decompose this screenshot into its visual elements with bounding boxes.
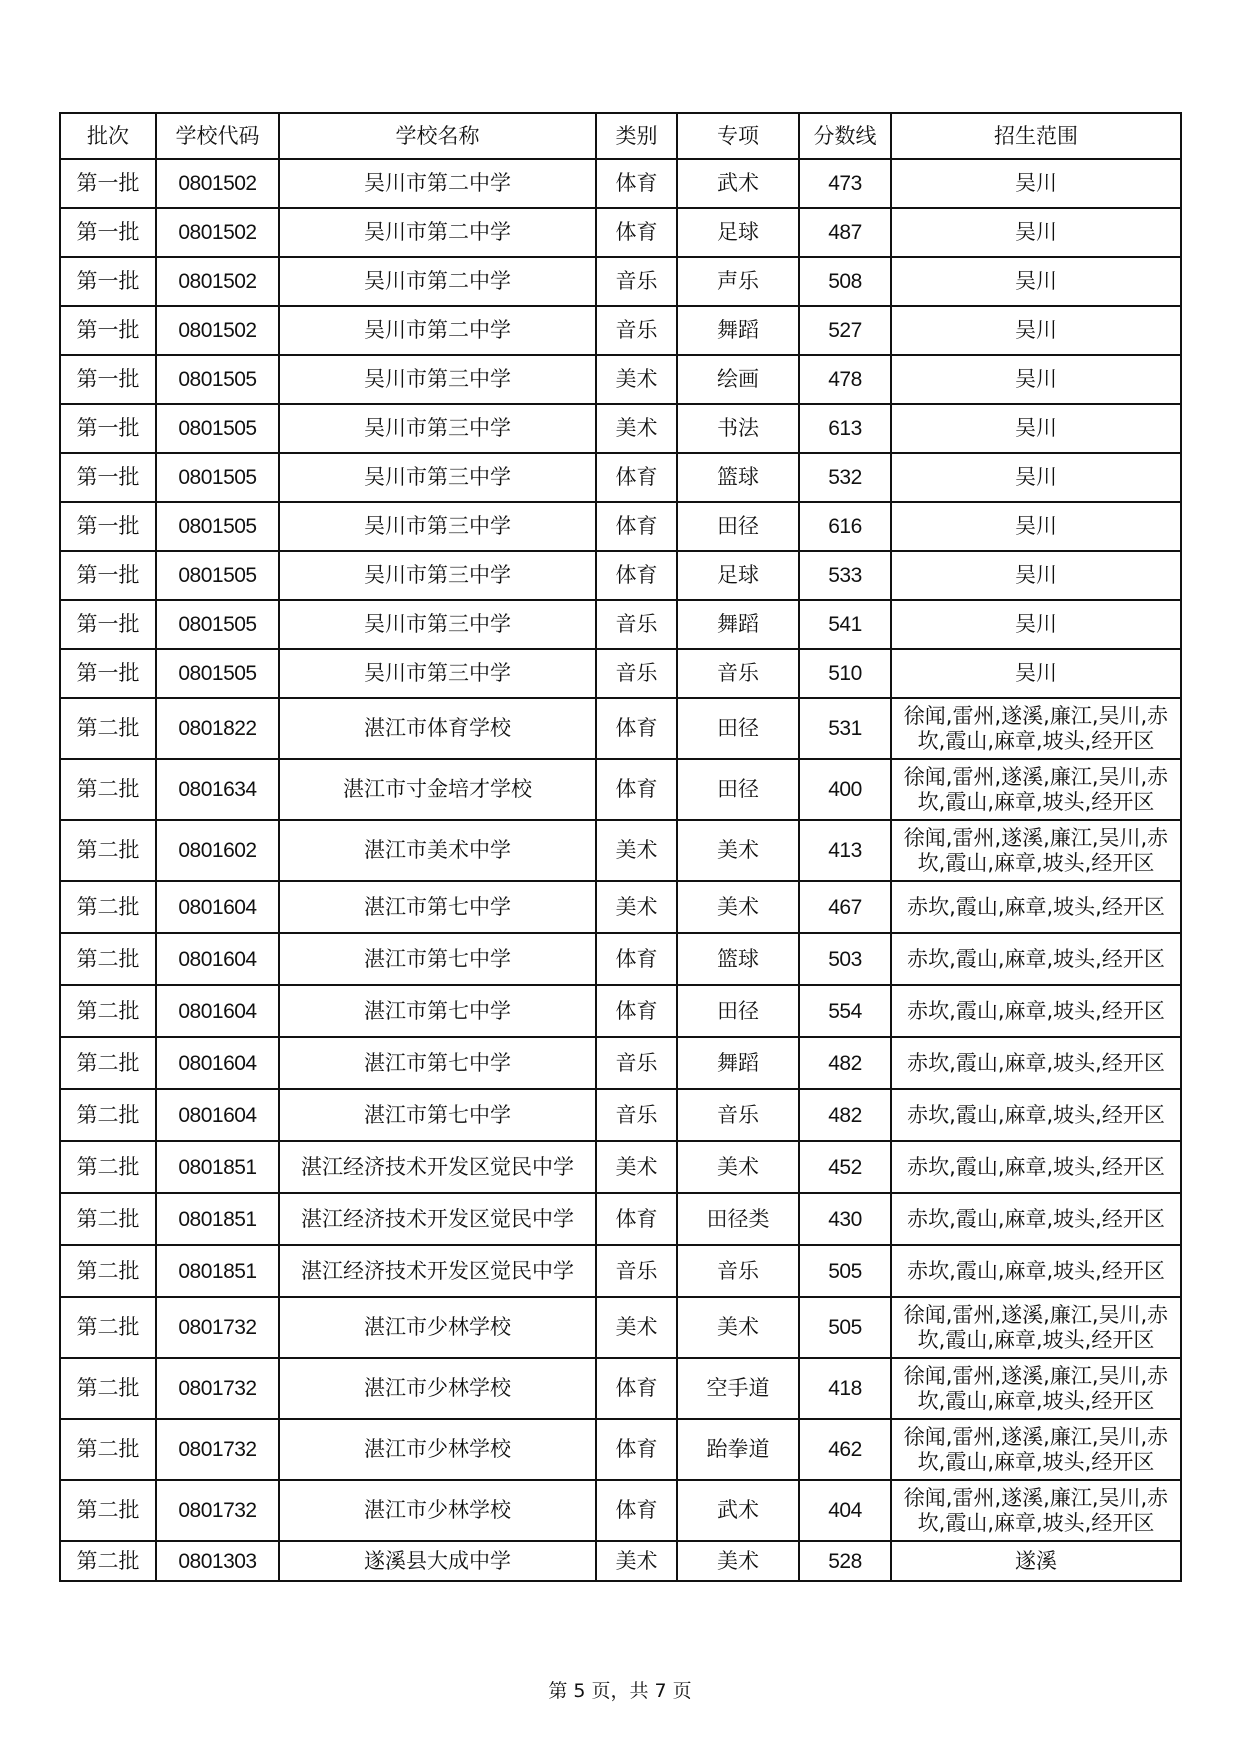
cell-school-name: 吴川市第二中学	[279, 257, 596, 306]
cell-school-code: 0801505	[156, 404, 279, 453]
cell-specialty: 美术	[677, 820, 799, 881]
cell-category: 体育	[596, 1480, 677, 1541]
cell-category: 美术	[596, 1297, 677, 1358]
cell-scope: 吴川	[891, 453, 1181, 502]
cell-category: 体育	[596, 1193, 677, 1245]
cell-batch: 第二批	[60, 933, 156, 985]
cell-specialty: 田径	[677, 698, 799, 759]
table-row	[60, 600, 1181, 649]
cell-category: 体育	[596, 159, 677, 208]
table-row	[60, 502, 1181, 551]
cell-score: 508	[799, 257, 891, 306]
cell-category: 音乐	[596, 306, 677, 355]
cell-scope: 徐闻,雷州,遂溪,廉江,吴川,赤坎,霞山,麻章,坡头,经开区	[891, 1480, 1181, 1541]
cell-school-code: 0801505	[156, 355, 279, 404]
cell-category: 音乐	[596, 649, 677, 698]
cell-scope: 吴川	[891, 159, 1181, 208]
cell-school-name: 吴川市第三中学	[279, 551, 596, 600]
cell-score: 616	[799, 502, 891, 551]
table-row	[60, 1193, 1181, 1245]
cell-specialty: 声乐	[677, 257, 799, 306]
cell-scope: 吴川	[891, 502, 1181, 551]
header-scope: 招生范围	[891, 113, 1181, 159]
cell-school-code: 0801602	[156, 820, 279, 881]
cell-score: 487	[799, 208, 891, 257]
cell-school-name: 吴川市第三中学	[279, 600, 596, 649]
cell-school-code: 0801732	[156, 1480, 279, 1541]
table-row	[60, 257, 1181, 306]
header-school-name: 学校名称	[279, 113, 596, 159]
cell-scope: 赤坎,霞山,麻章,坡头,经开区	[891, 1037, 1181, 1089]
cell-batch: 第一批	[60, 502, 156, 551]
cell-batch: 第二批	[60, 1245, 156, 1297]
table-row	[60, 759, 1181, 820]
cell-specialty: 音乐	[677, 649, 799, 698]
cell-batch: 第二批	[60, 1480, 156, 1541]
cell-batch: 第二批	[60, 1193, 156, 1245]
cell-school-code: 0801502	[156, 159, 279, 208]
cell-specialty: 空手道	[677, 1358, 799, 1419]
cell-specialty: 美术	[677, 1541, 799, 1581]
cell-batch: 第一批	[60, 355, 156, 404]
admission-score-table	[59, 112, 1182, 1582]
cell-batch: 第二批	[60, 1141, 156, 1193]
cell-batch: 第一批	[60, 600, 156, 649]
cell-school-name: 湛江经济技术开发区觉民中学	[279, 1193, 596, 1245]
cell-specialty: 舞蹈	[677, 306, 799, 355]
cell-scope: 徐闻,雷州,遂溪,廉江,吴川,赤坎,霞山,麻章,坡头,经开区	[891, 759, 1181, 820]
cell-batch: 第二批	[60, 1419, 156, 1480]
cell-scope: 赤坎,霞山,麻章,坡头,经开区	[891, 1141, 1181, 1193]
cell-batch: 第一批	[60, 453, 156, 502]
cell-category: 音乐	[596, 1245, 677, 1297]
cell-scope: 吴川	[891, 355, 1181, 404]
cell-scope: 赤坎,霞山,麻章,坡头,经开区	[891, 1193, 1181, 1245]
cell-category: 音乐	[596, 1089, 677, 1141]
cell-scope: 吴川	[891, 208, 1181, 257]
cell-batch: 第二批	[60, 759, 156, 820]
cell-scope: 赤坎,霞山,麻章,坡头,经开区	[891, 985, 1181, 1037]
cell-score: 478	[799, 355, 891, 404]
cell-specialty: 舞蹈	[677, 1037, 799, 1089]
cell-category: 体育	[596, 759, 677, 820]
cell-score: 527	[799, 306, 891, 355]
cell-score: 400	[799, 759, 891, 820]
cell-school-code: 0801604	[156, 985, 279, 1037]
cell-specialty: 篮球	[677, 453, 799, 502]
cell-scope: 吴川	[891, 306, 1181, 355]
cell-school-code: 0801732	[156, 1297, 279, 1358]
cell-category: 体育	[596, 208, 677, 257]
cell-school-code: 0801505	[156, 649, 279, 698]
cell-school-code: 0801505	[156, 551, 279, 600]
cell-score: 482	[799, 1037, 891, 1089]
cell-score: 418	[799, 1358, 891, 1419]
table-row	[60, 1089, 1181, 1141]
cell-score: 505	[799, 1297, 891, 1358]
cell-scope: 赤坎,霞山,麻章,坡头,经开区	[891, 881, 1181, 933]
cell-specialty: 书法	[677, 404, 799, 453]
header-batch: 批次	[60, 113, 156, 159]
cell-school-name: 吴川市第二中学	[279, 208, 596, 257]
table-row	[60, 820, 1181, 881]
cell-school-code: 0801732	[156, 1419, 279, 1480]
cell-school-code: 0801604	[156, 933, 279, 985]
cell-batch: 第一批	[60, 404, 156, 453]
cell-school-code: 0801604	[156, 1037, 279, 1089]
cell-category: 音乐	[596, 257, 677, 306]
cell-school-name: 吴川市第三中学	[279, 453, 596, 502]
cell-category: 美术	[596, 881, 677, 933]
table-row	[60, 1541, 1181, 1581]
cell-school-name: 湛江市第七中学	[279, 881, 596, 933]
cell-category: 体育	[596, 698, 677, 759]
cell-category: 音乐	[596, 600, 677, 649]
cell-category: 体育	[596, 933, 677, 985]
cell-specialty: 音乐	[677, 1089, 799, 1141]
table-row	[60, 208, 1181, 257]
table-row	[60, 698, 1181, 759]
cell-specialty: 美术	[677, 881, 799, 933]
cell-specialty: 足球	[677, 551, 799, 600]
cell-score: 528	[799, 1541, 891, 1581]
page-number: 第 5 页，共 7 页	[548, 1680, 692, 1702]
cell-score: 404	[799, 1480, 891, 1541]
cell-batch: 第二批	[60, 820, 156, 881]
cell-category: 美术	[596, 1541, 677, 1581]
cell-batch: 第一批	[60, 159, 156, 208]
cell-school-name: 湛江市寸金培才学校	[279, 759, 596, 820]
table-row	[60, 1358, 1181, 1419]
cell-specialty: 音乐	[677, 1245, 799, 1297]
cell-specialty: 田径	[677, 502, 799, 551]
cell-score: 510	[799, 649, 891, 698]
cell-specialty: 舞蹈	[677, 600, 799, 649]
table-row	[60, 649, 1181, 698]
cell-scope: 赤坎,霞山,麻章,坡头,经开区	[891, 933, 1181, 985]
table-row	[60, 306, 1181, 355]
cell-score: 430	[799, 1193, 891, 1245]
cell-school-code: 0801851	[156, 1245, 279, 1297]
cell-school-name: 湛江市第七中学	[279, 1037, 596, 1089]
table-row	[60, 985, 1181, 1037]
cell-scope: 徐闻,雷州,遂溪,廉江,吴川,赤坎,霞山,麻章,坡头,经开区	[891, 1297, 1181, 1358]
cell-score: 554	[799, 985, 891, 1037]
cell-school-code: 0801502	[156, 306, 279, 355]
cell-school-code: 0801505	[156, 502, 279, 551]
header-specialty: 专项	[677, 113, 799, 159]
cell-school-name: 湛江经济技术开发区觉民中学	[279, 1141, 596, 1193]
header-category: 类别	[596, 113, 677, 159]
table-row	[60, 1245, 1181, 1297]
cell-score: 532	[799, 453, 891, 502]
cell-school-name: 湛江市第七中学	[279, 985, 596, 1037]
cell-school-code: 0801502	[156, 257, 279, 306]
cell-school-name: 吴川市第三中学	[279, 502, 596, 551]
cell-score: 503	[799, 933, 891, 985]
cell-school-name: 吴川市第三中学	[279, 649, 596, 698]
cell-score: 505	[799, 1245, 891, 1297]
cell-scope: 吴川	[891, 551, 1181, 600]
cell-score: 473	[799, 159, 891, 208]
cell-batch: 第一批	[60, 208, 156, 257]
cell-batch: 第二批	[60, 1037, 156, 1089]
cell-scope: 吴川	[891, 404, 1181, 453]
cell-score: 467	[799, 881, 891, 933]
cell-score: 533	[799, 551, 891, 600]
cell-school-name: 吴川市第二中学	[279, 159, 596, 208]
cell-scope: 徐闻,雷州,遂溪,廉江,吴川,赤坎,霞山,麻章,坡头,经开区	[891, 698, 1181, 759]
cell-category: 体育	[596, 502, 677, 551]
cell-school-name: 湛江市少林学校	[279, 1358, 596, 1419]
cell-school-code: 0801732	[156, 1358, 279, 1419]
table-row	[60, 159, 1181, 208]
cell-specialty: 跆拳道	[677, 1419, 799, 1480]
cell-batch: 第二批	[60, 1358, 156, 1419]
cell-school-code: 0801604	[156, 1089, 279, 1141]
cell-school-name: 遂溪县大成中学	[279, 1541, 596, 1581]
cell-score: 452	[799, 1141, 891, 1193]
cell-school-code: 0801822	[156, 698, 279, 759]
cell-school-code: 0801505	[156, 600, 279, 649]
cell-school-code: 0801502	[156, 208, 279, 257]
cell-specialty: 田径	[677, 759, 799, 820]
cell-score: 462	[799, 1419, 891, 1480]
table-row	[60, 1419, 1181, 1480]
table-row	[60, 1037, 1181, 1089]
cell-score: 541	[799, 600, 891, 649]
cell-specialty: 田径类	[677, 1193, 799, 1245]
cell-school-name: 吴川市第三中学	[279, 355, 596, 404]
cell-specialty: 美术	[677, 1297, 799, 1358]
cell-scope: 徐闻,雷州,遂溪,廉江,吴川,赤坎,霞山,麻章,坡头,经开区	[891, 1358, 1181, 1419]
cell-school-name: 湛江市少林学校	[279, 1480, 596, 1541]
table-row	[60, 404, 1181, 453]
cell-batch: 第二批	[60, 698, 156, 759]
table-header-row	[60, 113, 1181, 159]
cell-school-code: 0801851	[156, 1141, 279, 1193]
cell-batch: 第二批	[60, 881, 156, 933]
table-row	[60, 1480, 1181, 1541]
cell-specialty: 田径	[677, 985, 799, 1037]
cell-school-name: 湛江市少林学校	[279, 1297, 596, 1358]
cell-school-name: 湛江市少林学校	[279, 1419, 596, 1480]
cell-scope: 吴川	[891, 649, 1181, 698]
cell-school-name: 湛江市第七中学	[279, 933, 596, 985]
cell-batch: 第二批	[60, 985, 156, 1037]
cell-score: 413	[799, 820, 891, 881]
cell-category: 体育	[596, 1419, 677, 1480]
cell-category: 美术	[596, 355, 677, 404]
table-row	[60, 1297, 1181, 1358]
cell-batch: 第二批	[60, 1541, 156, 1581]
table-row	[60, 453, 1181, 502]
cell-scope: 徐闻,雷州,遂溪,廉江,吴川,赤坎,霞山,麻章,坡头,经开区	[891, 820, 1181, 881]
cell-specialty: 篮球	[677, 933, 799, 985]
cell-school-name: 吴川市第二中学	[279, 306, 596, 355]
cell-category: 音乐	[596, 1037, 677, 1089]
cell-score: 613	[799, 404, 891, 453]
cell-school-name: 湛江市美术中学	[279, 820, 596, 881]
cell-category: 美术	[596, 820, 677, 881]
cell-scope: 吴川	[891, 600, 1181, 649]
cell-scope: 徐闻,雷州,遂溪,廉江,吴川,赤坎,霞山,麻章,坡头,经开区	[891, 1419, 1181, 1480]
table-row	[60, 551, 1181, 600]
cell-specialty: 足球	[677, 208, 799, 257]
header-school-code: 学校代码	[156, 113, 279, 159]
table-body	[60, 159, 1181, 1581]
cell-category: 体育	[596, 985, 677, 1037]
cell-specialty: 武术	[677, 1480, 799, 1541]
cell-batch: 第二批	[60, 1297, 156, 1358]
cell-category: 美术	[596, 404, 677, 453]
cell-school-name: 湛江经济技术开发区觉民中学	[279, 1245, 596, 1297]
cell-scope: 吴川	[891, 257, 1181, 306]
cell-scope: 赤坎,霞山,麻章,坡头,经开区	[891, 1089, 1181, 1141]
cell-specialty: 绘画	[677, 355, 799, 404]
table-row	[60, 1141, 1181, 1193]
cell-specialty: 武术	[677, 159, 799, 208]
cell-school-name: 吴川市第三中学	[279, 404, 596, 453]
table-row	[60, 933, 1181, 985]
cell-category: 体育	[596, 1358, 677, 1419]
cell-school-name: 湛江市体育学校	[279, 698, 596, 759]
cell-batch: 第一批	[60, 551, 156, 600]
cell-school-code: 0801851	[156, 1193, 279, 1245]
cell-batch: 第一批	[60, 649, 156, 698]
cell-specialty: 美术	[677, 1141, 799, 1193]
cell-category: 体育	[596, 551, 677, 600]
header-score: 分数线	[799, 113, 891, 159]
table-row	[60, 355, 1181, 404]
cell-batch: 第一批	[60, 306, 156, 355]
table-row	[60, 881, 1181, 933]
cell-category: 美术	[596, 1141, 677, 1193]
cell-batch: 第二批	[60, 1089, 156, 1141]
cell-batch: 第一批	[60, 257, 156, 306]
cell-school-code: 0801634	[156, 759, 279, 820]
cell-school-code: 0801604	[156, 881, 279, 933]
cell-scope: 赤坎,霞山,麻章,坡头,经开区	[891, 1245, 1181, 1297]
cell-score: 482	[799, 1089, 891, 1141]
cell-school-name: 湛江市第七中学	[279, 1089, 596, 1141]
cell-scope: 遂溪	[891, 1541, 1181, 1581]
cell-school-code: 0801505	[156, 453, 279, 502]
cell-score: 531	[799, 698, 891, 759]
cell-category: 体育	[596, 453, 677, 502]
cell-school-code: 0801303	[156, 1541, 279, 1581]
